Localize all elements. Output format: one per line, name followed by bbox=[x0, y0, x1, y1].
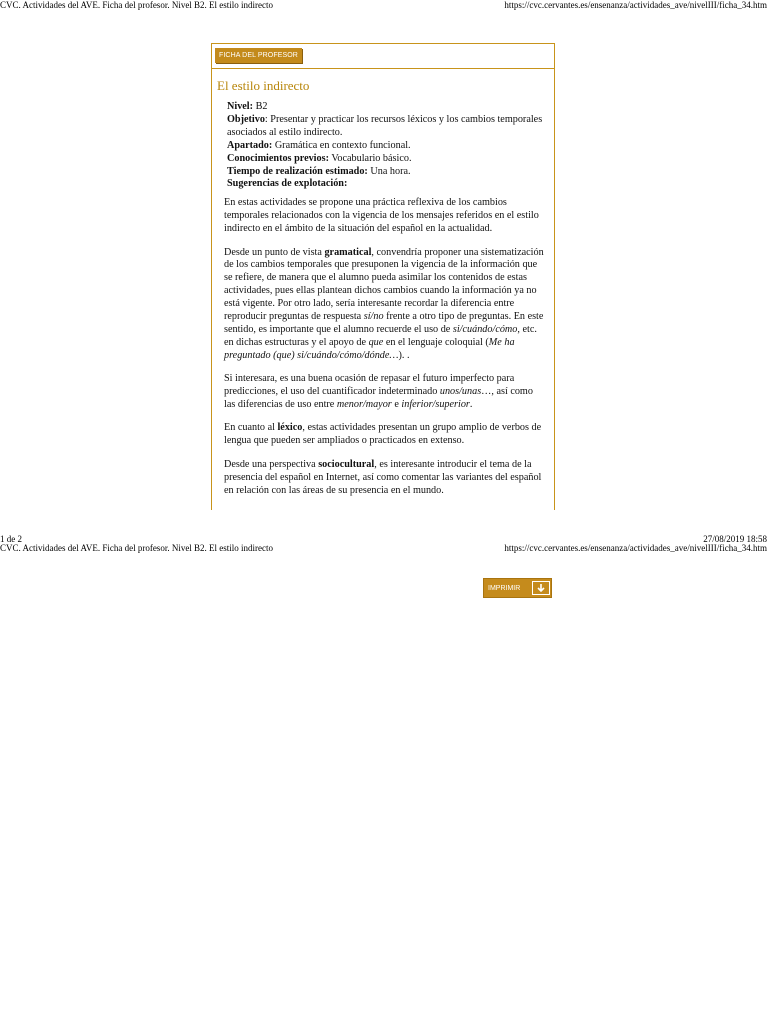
print-footer-date: 27/08/2019 18:58 bbox=[703, 534, 767, 544]
paragraph-gramatical: Desde un punto de vista gramatical, convendría proponer una sistematización de los cambios temporales que presuponen la vigencia de la información que se refiere, de manera que el alumno pueda asimilar los contenidos de estas actividades, pues ellas plantean dichos cambios cuando la información ya no está vigente. Por otro lado, sería interesante recordar la diferencia entre reproducir preguntas de respuesta sí/no frente a otro tipo de preguntas. En este sentido, es importante que el alumno recuerde el uso de si/cuándo/cómo, etc. en dichas estructuras y el apoyo de que en el lenguaje coloquial (Me ha preguntado (que) si/cuándo/cómo/dónde…). . bbox=[224, 246, 544, 361]
meta-objetivo: Objetivo: Presentar y practicar los recursos léxicos y los cambios temporales asociados al estilo indirecto. bbox=[227, 113, 543, 138]
print-button[interactable] bbox=[483, 578, 552, 598]
meta-apartado: Apartado: Gramática en contexto funcional. bbox=[227, 139, 411, 151]
meta-conocimientos: Conocimientos previos: Vocabulario básico. bbox=[227, 152, 412, 164]
meta-sugerencias: Sugerencias de explotación: bbox=[227, 178, 348, 190]
download-arrow-icon bbox=[532, 581, 550, 595]
print-header-url-2: https://cvc.cervantes.es/ensenanza/actividades_ave/nivelIII/ficha_34.htm bbox=[504, 543, 767, 553]
page-title: El estilo indirecto bbox=[217, 78, 310, 93]
print-header-url: https://cvc.cervantes.es/ensenanza/actividades_ave/nivelIII/ficha_34.htm bbox=[504, 0, 767, 10]
meta-tiempo: Tiempo de realización estimado: Una hora. bbox=[227, 165, 411, 177]
paragraph-sociocultural: Desde una perspectiva sociocultural, es interesante introducir el tema de la presencia del español en Internet, así como comentar las variantes del español en relación con las áreas de su presencia en el mundo. bbox=[224, 458, 542, 496]
paragraph-repaso: Si interesara, es una buena ocasión de repasar el futuro imperfecto para predicciones, el uso del cuantificador indeterminado unos/unas…, así como las diferencias de uso entre menor/mayor e inferior/superior. bbox=[224, 373, 533, 411]
card-body bbox=[224, 197, 546, 497]
teacher-sheet-badge: FICHA DEL PROFESOR bbox=[215, 48, 302, 63]
print-header-title-2: CVC. Actividades del AVE. Ficha del profesor. Nivel B2. El estilo indirecto bbox=[0, 543, 274, 553]
meta-nivel: Nivel: B2 bbox=[227, 101, 268, 112]
paragraph-lexico: En cuanto al léxico, estas actividades presentan un grupo amplio de verbos de lengua que pueden ser ampliados o practicados en extenso. bbox=[224, 422, 542, 447]
activity-metadata bbox=[227, 101, 554, 191]
paragraph-intro: En estas actividades se propone una práctica reflexiva de los cambios temporales relacionados con la vigencia de los mensajes referidos en el estilo indirecto en el ámbito de la situación del español en la actualidad. bbox=[224, 197, 539, 235]
print-footer-page: 1 de 2 bbox=[0, 534, 22, 544]
print-header-title: CVC. Actividades del AVE. Ficha del profesor. Nivel B2. El estilo indirecto bbox=[0, 0, 274, 10]
card-header bbox=[212, 44, 554, 69]
print-button-label: IMPRIMIR bbox=[488, 584, 521, 592]
teacher-sheet-card bbox=[211, 43, 555, 510]
